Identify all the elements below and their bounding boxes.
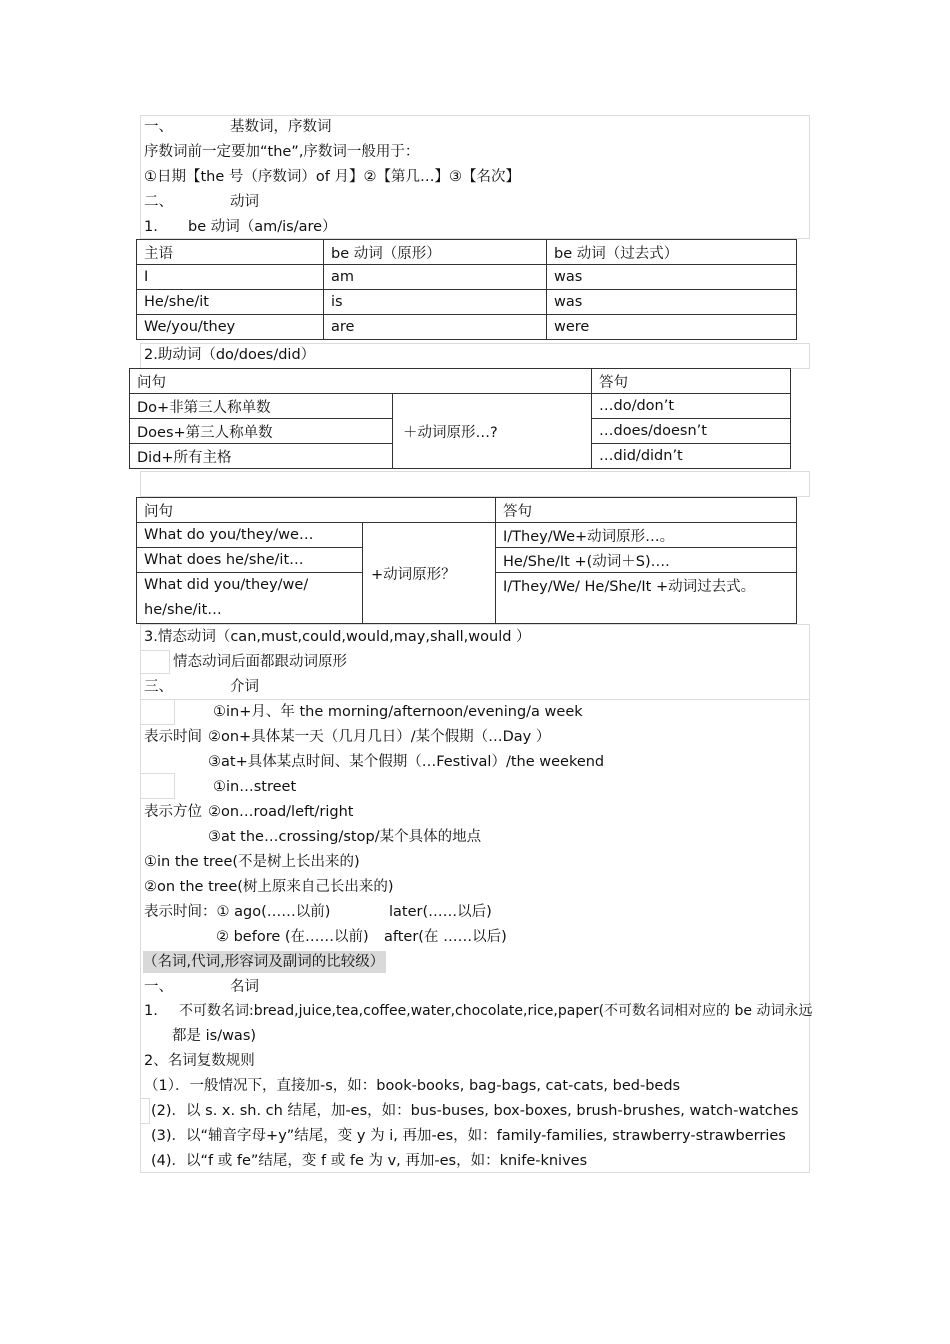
prep-tree-1: ①in the tree(不是树上长出来的) <box>144 854 360 870</box>
answer-cell: …does/doesn’t <box>592 419 791 444</box>
verb-form-cell: ＋动词原形…? <box>393 394 592 469</box>
prep-later: later(……以后) <box>389 904 492 920</box>
subject-cell: Does+第三人称单数 <box>130 419 393 444</box>
table-header-row <box>137 240 797 265</box>
header-cell: be 动词（过去式） <box>547 240 797 265</box>
heading-text: 基数词，序数词 <box>230 119 332 135</box>
uncountable-nouns <box>144 1001 812 1021</box>
table-cell: are <box>324 315 547 340</box>
subject-cell: Did+所有主格 <box>130 444 393 469</box>
table-cell: am <box>324 265 547 290</box>
list-number: 1. <box>144 219 158 235</box>
prep-place-label: 表示方位 <box>144 804 202 820</box>
header-cell: 主语 <box>137 240 324 265</box>
prep-ago: 表示时间：① ago(……以前) <box>144 904 331 920</box>
table-cell: I <box>137 265 324 290</box>
answer-cell: …do/don’t <box>592 394 791 419</box>
prep-after: after(在 ……以后) <box>384 929 507 945</box>
table-row <box>137 523 797 548</box>
aux-verb-title: 2.助动词（do/does/did） <box>144 347 316 363</box>
prep-time-1: ①in+月、年 the morning/afternoon/evening/a week <box>213 704 583 720</box>
question-line: he/she/it… <box>144 602 222 618</box>
answer-cell: He/She/It +(动词＋S)…. <box>496 548 797 573</box>
comparison-title: （名词,代词,形容词及副词的比较级） <box>143 951 386 973</box>
question-header: 问句 <box>130 369 592 394</box>
question-line: What did you/they/we/ <box>144 577 309 593</box>
answer-cell: …did/didn’t <box>592 444 791 469</box>
aux-verb-table <box>129 368 791 469</box>
answer-cell: I/They/We/ He/She/It +动词过去式。 <box>496 573 797 624</box>
wh-question-table <box>136 497 797 624</box>
table-row <box>137 290 797 315</box>
prep-time-label: 表示时间 <box>144 729 202 745</box>
heading-number: 二、 <box>144 194 173 210</box>
ordinal-rule: 序数词前一定要加“the”,序数词一般用于： <box>144 144 420 160</box>
plural-rule-2: (2)．以 s. x. sh. ch 结尾，加-es，如：bus-buses, box-boxes, brush-brushes, watch-watches <box>151 1103 799 1119</box>
prep-place-3: ③at the…crossing/stop/某个具体的地点 <box>208 829 482 845</box>
modal-verb-note: 情态动词后面都跟动词原形 <box>173 654 347 670</box>
section-frame-indent-2 <box>140 699 175 725</box>
answer-header: 答句 <box>496 498 797 523</box>
table-header-row <box>130 369 791 394</box>
verb-form-cell: +动词原形？ <box>363 523 496 624</box>
uncountable-nouns-cont: 都是 is/was) <box>172 1028 257 1044</box>
header-cell: be 动词（原形） <box>324 240 547 265</box>
uncountable-text: 不可数名词:bread,juice,tea,coffee,water,chocolate,rice,paper(不可数名词相对应的 be 动词永远 <box>179 1003 813 1019</box>
be-verb-title <box>144 217 337 237</box>
question-cell: What does he/she/it… <box>137 548 363 573</box>
section-frame-indent-4 <box>140 1098 150 1124</box>
table-row <box>137 315 797 340</box>
heading-number: 三、 <box>144 679 173 695</box>
question-header: 问句 <box>137 498 496 523</box>
answer-header: 答句 <box>592 369 791 394</box>
prep-time-2: ②on+具体某一天（几月几日）/某个假期（…Day ） <box>208 729 551 745</box>
table-header-row <box>137 498 797 523</box>
heading-nouns <box>144 977 259 997</box>
table-row <box>137 265 797 290</box>
plural-rules-title: 2、名词复数规则 <box>144 1053 255 1069</box>
section-frame-indent-3 <box>140 773 175 799</box>
heading-text: 动词 <box>230 194 259 210</box>
question-cell <box>137 573 363 624</box>
question-cell: What do you/they/we… <box>137 523 363 548</box>
table-cell: He/she/it <box>137 290 324 315</box>
plural-rule-4: (4)．以“f 或 fe”结尾，变 f 或 fe 为 v, 再加-es，如：knife-knives <box>151 1153 588 1169</box>
prep-time-3: ③at+具体某点时间、某个假期（…Festival）/the weekend <box>208 754 605 770</box>
plural-rule-1: （1）．一般情况下，直接加-s，如：book-books, bag-bags, cat-cats, bed-beds <box>144 1078 681 1094</box>
table-cell: is <box>324 290 547 315</box>
heading-number: 一、 <box>144 119 173 135</box>
table-cell: was <box>547 290 797 315</box>
table-row <box>130 394 791 419</box>
list-number: 1. <box>144 1003 158 1019</box>
prep-tree-2: ②on the tree(树上原来自己长出来的) <box>144 879 394 895</box>
plural-rule-3: (3)．以“辅音字母+y”结尾，变 y 为 i, 再加-es，如：family-families, strawberry-strawberries <box>151 1128 786 1144</box>
prep-before: ② before (在……以前) <box>216 929 369 945</box>
section-frame-gap <box>140 471 810 497</box>
heading-cardinal-ordinal <box>144 117 332 137</box>
be-verb-title-text: be 动词（am/is/are） <box>188 219 337 235</box>
table-cell: were <box>547 315 797 340</box>
heading-text: 名词 <box>230 979 259 995</box>
subject-cell: Do+非第三人称单数 <box>130 394 393 419</box>
heading-prepositions <box>144 677 259 697</box>
table-cell: was <box>547 265 797 290</box>
section-frame-indent-1 <box>140 650 170 674</box>
be-verb-table <box>136 239 797 340</box>
prep-place-1: ①in…street <box>213 779 297 795</box>
heading-number: 一、 <box>144 979 173 995</box>
answer-cell: I/They/We+动词原形…。 <box>496 523 797 548</box>
heading-verbs <box>144 192 259 212</box>
ordinal-usage: ①日期【the 号（序数词）of 月】②【第几…】③【名次】 <box>144 169 520 185</box>
modal-verb-title: 3.情态动词（can,must,could,would,may,shall,would ） <box>144 629 531 645</box>
prep-place-2: ②on…road/left/right <box>208 804 354 820</box>
table-cell: We/you/they <box>137 315 324 340</box>
heading-text: 介词 <box>230 679 259 695</box>
